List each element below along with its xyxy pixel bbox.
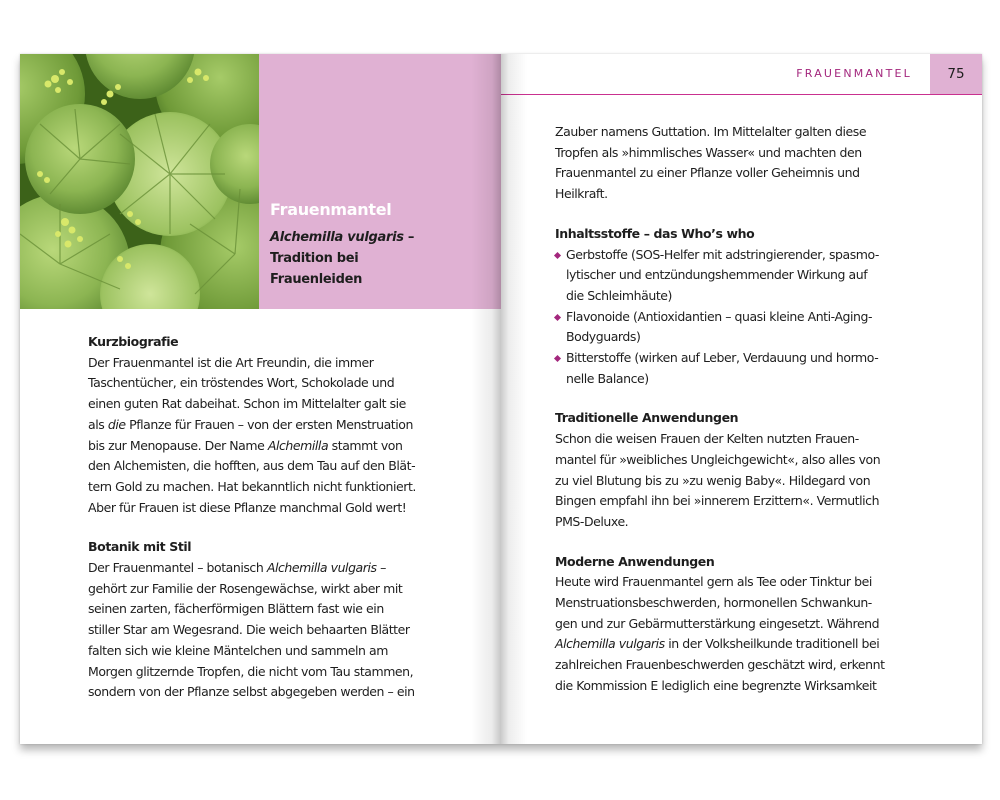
text-run: Heilkraft. [555,186,608,202]
text-line [566,265,917,286]
text-run: Der Frauenmantel ist die Art Freundin, die immer [88,354,374,370]
text-line [88,353,444,374]
text-line [555,122,917,143]
text-run: Schon die weisen Frauen der Kelten nutzten Frauen- [555,431,859,447]
text-run: Frauenmantel zu einer Pflanze voller Geheimnis und [555,165,860,181]
text-line [88,579,444,600]
text-line [88,662,444,683]
text-run: tern Gold zu machen. Hat bekanntlich nicht funktioniert. [88,478,416,494]
text-line [88,641,444,662]
text-section [555,408,917,532]
text-run: Zauber namens Guttation. Im Mittelalter galten diese [555,124,867,139]
diamond-bullet-icon [554,251,561,258]
text-run: seinen zarten, fächerförmigen Blättern fast wie ein [88,601,384,617]
section-heading: Inhaltsstoffe – das Who’s who [555,225,755,241]
italic-term: Alchemilla vulgaris [555,636,665,652]
text-run: die Schleimhäute) [566,287,672,303]
running-title: FRAUENMANTEL [796,67,912,80]
text-run: falten sich wie kleine Mäntelchen und sammeln am [88,642,388,658]
text-run: gen und zur Gebärmutterstärkung eingesetzt. Während [555,615,880,631]
text-line [566,327,917,348]
subtitle-line: Frauenleiden [270,272,363,287]
right-text-column [555,122,917,716]
text-line [88,498,444,519]
text-line [88,599,444,620]
text-run: Bingen empfahl ihn bei »innerem Erzittern«. Vermutlich [555,493,880,509]
text-line [555,184,917,205]
section-heading: Kurzbiografie [88,334,179,349]
text-line [555,429,917,450]
subtitle-line: Tradition bei [270,251,359,266]
text-run: zu viel Blutung bis zu »zu wenig Baby«. Hildegard von [555,472,871,488]
text-section [88,332,444,518]
text-run: Aber für Frauen ist diese Pflanze manchmal Gold wert! [88,499,407,515]
text-run: zahlreichen Frauenbeschwerden geschätzt wird, erkennt [555,657,885,673]
running-header [501,54,982,95]
text-run: Pflanze für Frauen – von der ersten Menstruation [125,416,413,432]
left-text-column [88,332,444,722]
chapter-title: Frauenmantel [270,200,392,219]
text-run: Taschentücher, ein tröstendes Wort, Schokolade und [88,375,395,391]
left-page [20,54,501,744]
text-line [88,456,444,477]
italic-term: Alchemilla [267,437,329,453]
text-line [88,436,444,457]
text-line [555,512,917,533]
text-run: die Kommission E lediglich eine begrenzte Wirksamkeit [555,677,877,693]
text-run: bis zur Menopause. Der Name [88,437,268,453]
text-line [555,471,917,492]
text-section [555,122,917,205]
ingredients-section [555,224,917,390]
text-run: Flavonoide (Antioxidantien – quasi kleine Anti-Aging- [566,308,873,324]
text-line [566,307,917,328]
text-run: Tropfen als »himmlisches Wasser« und machten den [555,144,862,160]
section-heading: Moderne Anwendungen [555,553,715,569]
text-section [555,552,917,697]
text-run: Bodyguards) [566,329,641,345]
text-line [555,634,917,655]
section-heading: Traditionelle Anwendungen [555,410,739,426]
chapter-subtitle [270,227,495,290]
text-run: gehört zur Familie der Rosengewächse, wirkt aber mit [88,580,403,596]
lady-mantle-plant-photo [20,54,259,309]
text-line [566,348,917,369]
text-run: sondern von der Pflanze selbst abgegeben werden – ein [88,684,415,700]
text-run: lytischer und entzündungshemmender Wirkung auf [566,267,868,283]
text-run: einen guten Rat dabeihat. Schon im Mittelalter galt sie [88,396,406,412]
text-line [555,572,917,593]
text-line [566,286,917,307]
text-run: – [376,560,386,576]
diamond-bullet-icon [554,314,561,321]
text-line [555,676,917,697]
text-run: Menstruationsbeschwerden, hormonellen Schwankun- [555,595,872,611]
text-line [88,620,444,641]
text-line [555,450,917,471]
text-run: Bitterstoffe (wirken auf Leber, Verdauung und hormo- [566,350,879,366]
text-run: in der Volksheilkunde traditionell bei [664,636,880,652]
text-line [88,394,444,415]
text-line [555,491,917,512]
text-line [88,558,444,579]
text-run: mantel für »weibliches Ungleichgewicht«, also alles von [555,451,881,467]
botanical-name: Alchemilla vulgaris [270,230,404,245]
subtitle-dash: – [403,230,415,245]
text-line [566,369,917,390]
italic-term: die [107,416,126,432]
bullet-item [555,307,917,348]
page-number: 75 [930,54,982,94]
text-run: stammt von [328,437,403,453]
italic-term: Alchemilla vulgaris [266,560,377,576]
text-run: stiller Star am Wegesrand. Die weich behaarten Blätter [88,622,410,638]
text-line [555,163,917,184]
text-line [88,373,444,394]
text-line [566,245,917,266]
text-run: den Alchemisten, die hofften, aus dem Tau auf den Blät- [88,458,416,474]
text-run: als [88,416,108,432]
book-spread [20,54,982,744]
text-line [555,614,917,635]
gutter-shadow [501,54,527,744]
diamond-bullet-icon [554,355,561,362]
text-line [555,143,917,164]
text-section [88,537,444,703]
text-line [88,415,444,436]
bullet-item [555,348,917,389]
text-line [555,655,917,676]
bullet-item [555,245,917,307]
text-run: Gerbstoffe (SOS-Helfer mit adstringierender, spasmo- [566,246,879,262]
text-run: Morgen glitzernde Tropfen, die nicht vom Tau stammen, [88,663,414,679]
section-heading: Botanik mit Stil [88,539,192,555]
chapter-title-box [259,54,501,309]
text-line [88,477,444,498]
text-run: PMS-Deluxe. [555,513,629,529]
text-run: nelle Balance) [566,370,649,386]
right-page [501,54,982,744]
text-run: Der Frauenmantel – botanisch [88,560,267,576]
text-line [555,593,917,614]
text-line [88,682,444,703]
text-run: Heute wird Frauenmantel gern als Tee oder Tinktur bei [555,574,872,590]
